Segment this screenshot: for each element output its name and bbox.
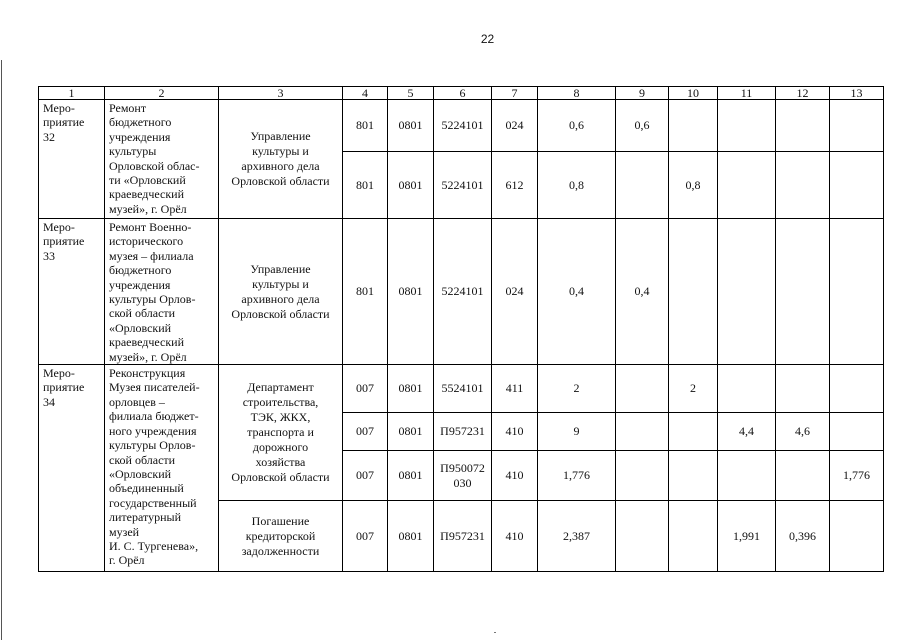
cell-text-line: ного учреждения bbox=[109, 423, 197, 438]
column-header: 11 bbox=[718, 87, 776, 100]
value-cell-c10: 2 bbox=[669, 365, 718, 413]
value-cell-c10 bbox=[669, 219, 718, 365]
value-cell-c11 bbox=[718, 451, 776, 501]
cell-text-line: кредиторской bbox=[245, 528, 316, 543]
value-cell-c5: 0801 bbox=[388, 219, 434, 365]
value-cell-c5: 0801 bbox=[388, 100, 434, 152]
budget-table bbox=[38, 86, 884, 572]
cell-text-line: Меро- bbox=[43, 101, 75, 115]
cell-text-line: ской области bbox=[109, 452, 176, 467]
value-cell-c7: 411 bbox=[492, 365, 538, 413]
value-cell-c4: 007 bbox=[343, 501, 388, 572]
cell-text-line: 34 bbox=[43, 394, 55, 409]
cell-text-line: Реконструкция bbox=[109, 366, 186, 381]
cell-text-line: приятие bbox=[43, 115, 85, 130]
value-cell-c5: 0801 bbox=[388, 451, 434, 501]
cell-text-line: хозяйства bbox=[255, 455, 306, 470]
cell-text-line: Меро- bbox=[43, 366, 75, 381]
agency-cell bbox=[219, 501, 343, 572]
cell-text-line: приятие bbox=[43, 234, 85, 249]
cell-text-line: Меро- bbox=[43, 220, 75, 234]
value-cell-c8: 0,4 bbox=[538, 219, 616, 365]
column-header: 9 bbox=[616, 87, 669, 100]
value-cell-c11 bbox=[718, 219, 776, 365]
event-name-cell bbox=[105, 365, 219, 572]
page-number: 22 bbox=[480, 32, 495, 46]
value-cell-c6 bbox=[434, 451, 492, 501]
cell-text-line: Орловской области bbox=[231, 174, 330, 188]
value-cell-c11 bbox=[718, 100, 776, 152]
cell-text-line: архивного дела bbox=[241, 159, 320, 173]
value-cell-c4: 007 bbox=[343, 451, 388, 501]
cell-text-line: строительства, bbox=[242, 395, 319, 410]
value-cell-c6: 5524101 bbox=[434, 365, 492, 413]
cell-text-line: дорожного bbox=[252, 440, 309, 455]
value-cell-c7: 410 bbox=[492, 451, 538, 501]
cell-text-line: «Орловский bbox=[109, 320, 172, 335]
page-edge-line bbox=[1, 60, 2, 640]
column-header: 12 bbox=[776, 87, 830, 100]
value-cell-c5: 0801 bbox=[388, 501, 434, 572]
cell-text-line: г. Орёл bbox=[109, 553, 145, 568]
agency-cell bbox=[219, 219, 343, 365]
cell-text-line: орловцев – bbox=[109, 394, 165, 409]
cell-text-line: Погашение bbox=[251, 513, 310, 528]
cell-text-line: П950072 bbox=[440, 461, 485, 476]
value-cell-c7: 612 bbox=[492, 152, 538, 219]
column-header: 10 bbox=[669, 87, 718, 100]
value-cell-c12 bbox=[776, 152, 830, 219]
scan-speck bbox=[494, 632, 496, 633]
value-cell-c12 bbox=[776, 100, 830, 152]
value-cell-c6: 5224101 bbox=[434, 152, 492, 219]
value-cell-c5: 0801 bbox=[388, 152, 434, 219]
value-cell-c9 bbox=[616, 413, 669, 451]
value-cell-c10: 0,8 bbox=[669, 152, 718, 219]
cell-text-line: Орловской области bbox=[231, 306, 330, 321]
cell-text-line: культуры Орлов- bbox=[109, 438, 196, 453]
value-cell-c13 bbox=[830, 219, 884, 365]
value-cell-c10 bbox=[669, 413, 718, 451]
cell-text-line: ТЭК, ЖКХ, bbox=[250, 410, 311, 425]
event-number-cell bbox=[39, 100, 105, 219]
cell-text-line: краеведческий bbox=[109, 335, 185, 350]
event-name-cell bbox=[105, 219, 219, 365]
value-cell-c5: 0801 bbox=[388, 365, 434, 413]
cell-text-line: Департамент bbox=[247, 380, 314, 395]
cell-text-line: филиала бюджет- bbox=[109, 409, 199, 424]
value-cell-c13 bbox=[830, 152, 884, 219]
value-cell-c11: 1,991 bbox=[718, 501, 776, 572]
cell-text-line: Управление bbox=[250, 261, 311, 276]
value-cell-c13 bbox=[830, 413, 884, 451]
column-header: 5 bbox=[388, 87, 434, 100]
value-cell-c6: П957231 bbox=[434, 501, 492, 572]
cell-text-line: бюджетного bbox=[109, 115, 172, 130]
value-cell-c4: 801 bbox=[343, 219, 388, 365]
value-cell-c4: 801 bbox=[343, 152, 388, 219]
cell-text-line: ти «Орловский bbox=[109, 173, 186, 188]
cell-text-line: объединенный bbox=[109, 481, 184, 496]
event-name-cell bbox=[105, 100, 219, 219]
cell-text-line: музей», г. Орёл bbox=[109, 349, 187, 364]
cell-text-line: 030 bbox=[453, 475, 472, 490]
cell-text-line: задолженности bbox=[241, 543, 320, 558]
cell-text-line: И. С. Тургенева», bbox=[109, 538, 199, 553]
column-header: 8 bbox=[538, 87, 616, 100]
value-cell-c12 bbox=[776, 451, 830, 501]
column-header: 7 bbox=[492, 87, 538, 100]
value-cell-c8: 1,776 bbox=[538, 451, 616, 501]
event-number-cell bbox=[39, 365, 105, 572]
cell-text-line: исторического bbox=[109, 234, 184, 249]
value-cell-c9 bbox=[616, 365, 669, 413]
cell-text-line: государственный bbox=[109, 495, 197, 510]
value-cell-c12 bbox=[776, 219, 830, 365]
value-cell-c4: 801 bbox=[343, 100, 388, 152]
column-header: 2 bbox=[105, 87, 219, 100]
value-cell-c13 bbox=[830, 100, 884, 152]
cell-text-line: музей bbox=[109, 524, 140, 539]
value-cell-c10 bbox=[669, 451, 718, 501]
value-cell-c8: 0,8 bbox=[538, 152, 616, 219]
cell-text-line: транспорта и bbox=[247, 425, 314, 440]
cell-text-line: культуры и bbox=[252, 276, 309, 291]
value-cell-c8: 0,6 bbox=[538, 100, 616, 152]
value-cell-c8: 9 bbox=[538, 413, 616, 451]
value-cell-c7: 024 bbox=[492, 100, 538, 152]
value-cell-c9: 0,4 bbox=[616, 219, 669, 365]
cell-text-line: ской области bbox=[109, 306, 176, 321]
cell-text-line: приятие bbox=[43, 380, 85, 395]
value-cell-c12: 4,6 bbox=[776, 413, 830, 451]
value-cell-c9 bbox=[616, 152, 669, 219]
agency-cell bbox=[219, 100, 343, 219]
cell-text-line: культуры bbox=[109, 144, 157, 159]
value-cell-c4: 007 bbox=[343, 413, 388, 451]
value-cell-c13: 1,776 bbox=[830, 451, 884, 501]
value-cell-c9: 0,6 bbox=[616, 100, 669, 152]
column-number-header-row bbox=[39, 87, 884, 100]
cell-text-line: Музея писателей- bbox=[109, 380, 200, 395]
value-cell-c12: 0,396 bbox=[776, 501, 830, 572]
agency-cell bbox=[219, 365, 343, 501]
cell-text-line: музея – филиала bbox=[109, 248, 194, 263]
value-cell-c11: 4,4 bbox=[718, 413, 776, 451]
value-cell-c7: 410 bbox=[492, 413, 538, 451]
cell-text-line: 33 bbox=[43, 248, 55, 263]
cell-text-line: Управление bbox=[250, 129, 311, 143]
cell-text-line: Ремонт Военно- bbox=[109, 220, 192, 234]
value-cell-c10 bbox=[669, 100, 718, 152]
cell-text-line: Орловской области bbox=[231, 470, 330, 485]
table-row bbox=[39, 100, 884, 152]
event-number-cell bbox=[39, 219, 105, 365]
value-cell-c11 bbox=[718, 152, 776, 219]
cell-text-line: учреждения bbox=[109, 277, 171, 292]
value-cell-c12 bbox=[776, 365, 830, 413]
value-cell-c10 bbox=[669, 501, 718, 572]
cell-text-line: музей», г. Орёл bbox=[109, 201, 187, 216]
cell-text-line: 32 bbox=[43, 129, 55, 144]
cell-text-line: учреждения bbox=[109, 129, 171, 144]
value-cell-c9 bbox=[616, 451, 669, 501]
cell-text-line: литературный bbox=[109, 510, 181, 525]
value-cell-c8: 2 bbox=[538, 365, 616, 413]
table-row bbox=[39, 365, 884, 413]
value-cell-c4: 007 bbox=[343, 365, 388, 413]
cell-text-line: Орловской облас- bbox=[109, 158, 200, 173]
value-cell-c11 bbox=[718, 365, 776, 413]
column-header: 1 bbox=[39, 87, 105, 100]
value-cell-c13 bbox=[830, 501, 884, 572]
value-cell-c13 bbox=[830, 365, 884, 413]
cell-text-line: краеведческий bbox=[109, 187, 185, 202]
table-row bbox=[39, 219, 884, 365]
column-header: 3 bbox=[219, 87, 343, 100]
cell-text-line: архивного дела bbox=[241, 291, 320, 306]
value-cell-c9 bbox=[616, 501, 669, 572]
cell-text-line: «Орловский bbox=[109, 466, 172, 481]
column-header: 4 bbox=[343, 87, 388, 100]
value-cell-c6: П957231 bbox=[434, 413, 492, 451]
value-cell-c6: 5224101 bbox=[434, 219, 492, 365]
column-header: 6 bbox=[434, 87, 492, 100]
cell-text-line: культуры и bbox=[252, 144, 309, 158]
value-cell-c5: 0801 bbox=[388, 413, 434, 451]
cell-text-line: культуры Орлов- bbox=[109, 292, 196, 307]
cell-text-line: Ремонт bbox=[109, 101, 147, 115]
value-cell-c7: 410 bbox=[492, 501, 538, 572]
value-cell-c7: 024 bbox=[492, 219, 538, 365]
value-cell-c8: 2,387 bbox=[538, 501, 616, 572]
column-header: 13 bbox=[830, 87, 884, 100]
value-cell-c6: 5224101 bbox=[434, 100, 492, 152]
cell-text-line: бюджетного bbox=[109, 263, 172, 278]
